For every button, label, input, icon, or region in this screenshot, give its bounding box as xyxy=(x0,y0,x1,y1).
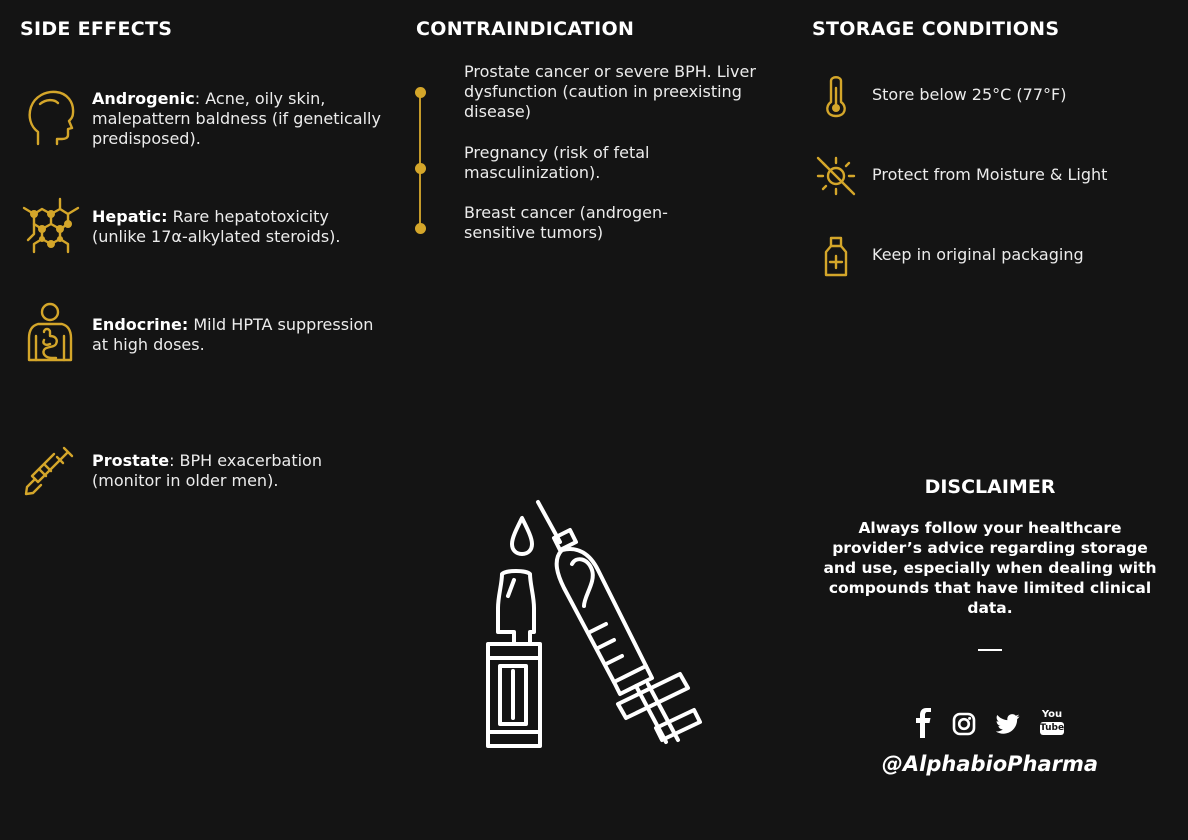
head-profile-icon xyxy=(24,88,78,148)
twitter-icon[interactable] xyxy=(996,714,1020,734)
contraindication-item: Breast cancer (androgen-sensitive tumors) xyxy=(464,203,668,242)
side-effect-text: Mild HPTA suppression at high doses. xyxy=(92,315,374,354)
facebook-icon[interactable] xyxy=(914,708,934,738)
side-effect-title: Prostate xyxy=(92,451,170,470)
timeline-line xyxy=(419,92,421,228)
side-effect-hepatic xyxy=(92,207,382,247)
side-effect-androgenic xyxy=(92,89,392,149)
body-organs-icon xyxy=(26,302,76,366)
side-effect-endocrine xyxy=(92,315,382,355)
side-effect-text: Rare hepatotoxicity (unlike 17α-alkylated steroids). xyxy=(92,207,341,246)
syringe-icon xyxy=(24,444,76,496)
side-effect-prostate xyxy=(92,451,382,491)
side-effects-heading: SIDE EFFECTS xyxy=(20,18,173,40)
side-effect-text: : Acne, oily skin, malepattern baldness (if genetically predisposed). xyxy=(92,89,381,148)
contraindication-item: Prostate cancer or severe BPH. Liver dysfunction (caution in preexisting disease) xyxy=(464,62,756,121)
social-handle[interactable]: @AlphabioPharma xyxy=(881,752,1099,776)
medicine-bottle-icon xyxy=(822,236,850,278)
youtube-icon[interactable] xyxy=(1040,710,1064,738)
youtube-label-bottom: Tube xyxy=(1040,723,1065,733)
no-light-icon xyxy=(814,154,858,198)
side-effect-title: Endocrine: xyxy=(92,315,189,334)
contraindication-heading: CONTRAINDICATION xyxy=(416,18,635,40)
divider xyxy=(978,649,1002,651)
timeline-dot xyxy=(415,87,426,98)
side-effect-text: : BPH exacerbation (monitor in older men). xyxy=(92,451,322,490)
youtube-label-top: You xyxy=(1041,709,1063,720)
instagram-icon[interactable] xyxy=(952,712,976,736)
storage-item: Store below 25°C (77°F) xyxy=(872,85,1067,104)
disclaimer-title: DISCLAIMER xyxy=(924,476,1056,498)
thermometer-icon xyxy=(822,74,850,118)
storage-item: Keep in original packaging xyxy=(872,245,1084,264)
contraindication-item: Pregnancy (risk of fetal masculinization). xyxy=(464,143,650,182)
disclaimer-text: Always follow your healthcare provider’s advice regarding storage and use, especially when dealing with compounds that have limited clinical data. xyxy=(823,519,1157,617)
side-effect-title: Hepatic: xyxy=(92,207,168,226)
vial-syringe-illustration xyxy=(480,496,710,758)
side-effect-title: Androgenic xyxy=(92,89,195,108)
storage-heading: STORAGE CONDITIONS xyxy=(812,18,1060,40)
molecule-icon xyxy=(20,196,82,256)
timeline-dot xyxy=(415,163,426,174)
storage-item: Protect from Moisture & Light xyxy=(872,165,1108,184)
timeline-dot xyxy=(415,223,426,234)
